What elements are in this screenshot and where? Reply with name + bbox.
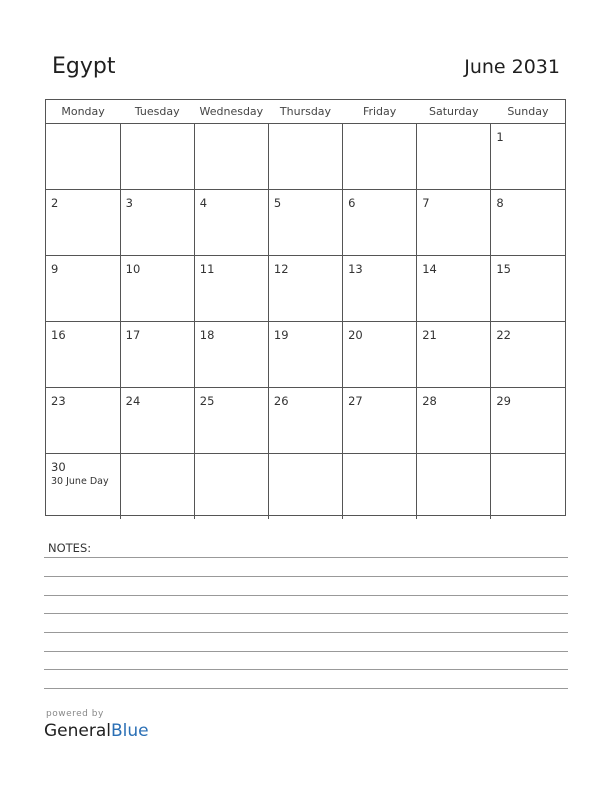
day-cell bbox=[491, 190, 565, 256]
week-row bbox=[46, 322, 565, 388]
day-number bbox=[121, 454, 194, 461]
day-number: 26 bbox=[273, 394, 289, 408]
day-cell bbox=[417, 454, 491, 520]
day-number: 30 bbox=[51, 460, 66, 474]
day-cell bbox=[491, 256, 565, 322]
week-row bbox=[46, 388, 565, 454]
day-cell bbox=[268, 322, 342, 388]
day-number: 27 bbox=[348, 394, 363, 408]
holiday-label: 30 June Day bbox=[51, 476, 109, 487]
day-number bbox=[269, 124, 342, 131]
day-cell bbox=[46, 388, 120, 454]
day-number: 6 bbox=[348, 196, 356, 210]
day-number: 7 bbox=[422, 196, 430, 210]
day-cell bbox=[120, 322, 194, 388]
day-cell bbox=[343, 256, 417, 322]
week-row bbox=[46, 454, 565, 520]
day-number bbox=[343, 454, 416, 461]
week-row bbox=[46, 124, 565, 190]
note-line bbox=[44, 557, 568, 558]
day-cell bbox=[46, 256, 120, 322]
day-cell bbox=[268, 256, 342, 322]
day-number: 18 bbox=[199, 328, 215, 342]
day-cell bbox=[491, 124, 565, 190]
day-number: 1 bbox=[496, 130, 504, 144]
day-cell bbox=[194, 388, 268, 454]
day-number: 12 bbox=[273, 262, 289, 276]
day-number bbox=[195, 124, 268, 131]
weekday-header: Monday bbox=[46, 100, 120, 124]
day-cell bbox=[120, 190, 194, 256]
day-number bbox=[121, 124, 194, 131]
day-cell bbox=[491, 322, 565, 388]
day-number: 10 bbox=[125, 262, 141, 276]
day-cell bbox=[46, 190, 120, 256]
day-number: 13 bbox=[348, 262, 363, 276]
day-number: 2 bbox=[51, 196, 59, 210]
day-cell bbox=[343, 322, 417, 388]
day-number: 29 bbox=[496, 394, 511, 408]
day-number: 8 bbox=[496, 196, 504, 210]
day-number: 15 bbox=[496, 262, 511, 276]
day-number: 25 bbox=[199, 394, 215, 408]
weekday-header: Sunday bbox=[491, 100, 565, 124]
day-cell bbox=[46, 322, 120, 388]
day-cell bbox=[491, 454, 565, 520]
day-cell bbox=[417, 124, 491, 190]
note-line bbox=[44, 688, 568, 689]
week-row bbox=[46, 190, 565, 256]
day-cell bbox=[491, 388, 565, 454]
day-cell bbox=[120, 124, 194, 190]
day-number: 17 bbox=[125, 328, 141, 342]
note-line bbox=[44, 613, 568, 614]
day-number: 19 bbox=[273, 328, 289, 342]
day-number: 23 bbox=[51, 394, 66, 408]
note-line bbox=[44, 632, 568, 633]
day-number bbox=[491, 454, 565, 461]
day-cell bbox=[46, 454, 120, 520]
note-line bbox=[44, 651, 568, 652]
day-number: 22 bbox=[496, 328, 511, 342]
day-cell bbox=[194, 454, 268, 520]
weekday-header: Wednesday bbox=[194, 100, 268, 124]
day-cell bbox=[194, 322, 268, 388]
day-number bbox=[46, 124, 120, 131]
day-number: 4 bbox=[199, 196, 208, 210]
day-number bbox=[343, 124, 416, 131]
day-cell bbox=[417, 256, 491, 322]
notes-label: NOTES: bbox=[48, 541, 92, 555]
note-line bbox=[44, 669, 568, 670]
day-cell bbox=[343, 388, 417, 454]
day-cell bbox=[417, 190, 491, 256]
day-cell bbox=[268, 388, 342, 454]
day-number: 20 bbox=[348, 328, 363, 342]
weekday-header: Thursday bbox=[268, 100, 342, 124]
day-number: 3 bbox=[125, 196, 133, 210]
day-number bbox=[269, 454, 342, 461]
note-line bbox=[44, 595, 568, 596]
day-number: 11 bbox=[199, 262, 215, 276]
day-cell bbox=[268, 190, 342, 256]
month-year-title: June 2031 bbox=[464, 56, 560, 78]
day-number: 21 bbox=[422, 328, 437, 342]
day-cell bbox=[417, 322, 491, 388]
week-row bbox=[46, 256, 565, 322]
logo-general-text: General bbox=[44, 721, 111, 741]
day-cell bbox=[343, 190, 417, 256]
day-cell bbox=[120, 256, 194, 322]
day-cell bbox=[194, 256, 268, 322]
day-number: 14 bbox=[422, 262, 437, 276]
day-cell bbox=[120, 388, 194, 454]
day-cell bbox=[343, 454, 417, 520]
day-number bbox=[417, 124, 490, 131]
day-number: 16 bbox=[51, 328, 66, 342]
country-title: Egypt bbox=[52, 54, 116, 79]
day-number: 28 bbox=[422, 394, 437, 408]
day-cell bbox=[194, 190, 268, 256]
day-number bbox=[195, 454, 268, 461]
weekday-header: Tuesday bbox=[120, 100, 194, 124]
day-cell bbox=[194, 124, 268, 190]
generalblue-logo bbox=[44, 721, 149, 741]
day-cell bbox=[268, 454, 342, 520]
day-cell bbox=[120, 454, 194, 520]
day-number bbox=[417, 454, 490, 461]
day-number: 5 bbox=[273, 196, 282, 210]
note-line bbox=[44, 576, 568, 577]
day-cell bbox=[46, 124, 120, 190]
day-cell bbox=[268, 124, 342, 190]
day-cell bbox=[417, 388, 491, 454]
weekday-header: Friday bbox=[343, 100, 417, 124]
weekday-header: Saturday bbox=[417, 100, 491, 124]
day-number: 9 bbox=[51, 262, 59, 276]
logo-blue-text: Blue bbox=[111, 721, 149, 741]
weekday-header-row bbox=[46, 100, 565, 124]
calendar-grid bbox=[45, 99, 566, 516]
day-cell bbox=[343, 124, 417, 190]
day-number: 24 bbox=[125, 394, 141, 408]
powered-by-text: powered by bbox=[46, 709, 104, 719]
